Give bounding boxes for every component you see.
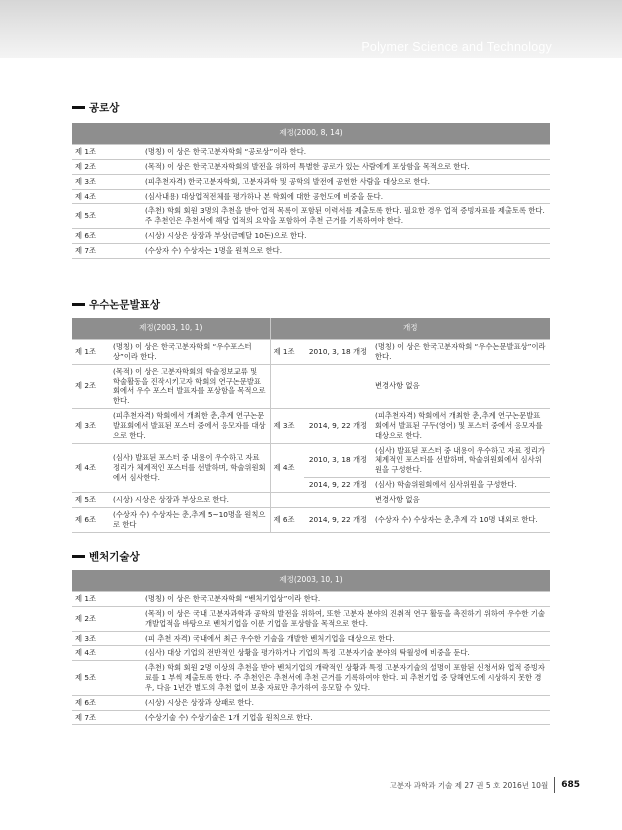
article-text: (목적) 이 상은 고분자학회의 학술정보교류 및 학술활동을 진작시키고자 학회의 연구논문발표회에서 우수 포스터 발표자를 포상함을 목적으로 한다. — [110, 364, 270, 408]
revision-date: 2014, 9, 22 개정 — [304, 478, 372, 493]
revised-text: (수상자 수) 수상자는 춘,추계 각 10명 내외로 한다. — [372, 507, 550, 532]
table-row — [72, 340, 550, 365]
table-award1 — [72, 123, 550, 259]
revised-text: (심사) 학술위원회에서 심사위원을 구성한다. — [372, 478, 550, 493]
revised-article-number: 제 6조 — [270, 507, 304, 532]
article-number: 제 2조 — [72, 159, 142, 174]
table-row — [72, 695, 550, 710]
revised-text: 변경사항 없음 — [372, 492, 550, 507]
table-row — [72, 646, 550, 661]
article-number: 제 6조 — [72, 507, 110, 532]
article-number: 제 5조 — [72, 492, 110, 507]
table-row — [72, 507, 550, 532]
table-row — [72, 443, 550, 478]
table-row — [72, 204, 550, 229]
article-number: 제 2조 — [72, 364, 110, 408]
article-number: 제 3조 — [72, 409, 110, 444]
page-number: 685 — [561, 780, 580, 790]
article-number: 제 5조 — [72, 661, 142, 696]
article-text: (시상) 시상은 상장과 부상으로 한다. — [110, 492, 270, 507]
article-text: (목적) 이 상은 국내 고분자과학과 공학의 발전을 위하여, 또한 고분자 분야의 진취적 연구 활동을 촉진하기 위하여 우수한 기술개발업적을 바탕으로 벤처기업을 이룬 기업을 포상함을 목적으로 한다. — [142, 606, 550, 631]
article-text: (추천) 학회 회원 2명 이상의 추천을 받아 벤처기업의 개략적인 상황과 특정 고분자기술의 설명이 포함된 신청서와 업적 증빙자료를 1 부씩 제출토록 한다. 주 추천인은 추천서에 추천 근거를 기록하여야 한다. 피 추천기업 중 당해연도에 시상하지 못한 경우, 다음 1년간 별도의 추천 없이 보충 자료만 추가하여 응모할 수 있다. — [142, 661, 550, 696]
table-row — [72, 189, 550, 204]
article-text: (명칭) 이 상은 한국고분자학회 “벤처기업상”이라 한다. — [142, 592, 550, 607]
article-number: 제 1조 — [72, 145, 142, 160]
article-text: (피추천자격) 한국고분자학회, 고분자과학 및 공학의 발전에 공헌한 사람을 대상으로 한다. — [142, 174, 550, 189]
article-text: (명칭) 이 상은 한국고분자학회 “공로상”이라 한다. — [142, 145, 550, 160]
table-row — [72, 710, 550, 725]
revised-article-number: 제 1조 — [270, 340, 304, 365]
revised-text: (피추천자격) 학회에서 개최한 춘,추계 연구논문발표회에서 발표된 구두(영어) 및 포스터 중에서 응모자를 대상으로 한다. — [372, 409, 550, 444]
article-number: 제 1조 — [72, 592, 142, 607]
revised-article-number: 제 4조 — [270, 443, 304, 492]
article-text: (명칭) 이 상은 한국고분자학회 “우수포스터상”이라 한다. — [110, 340, 270, 365]
header-banner — [0, 0, 622, 58]
revision-date: 2010, 3, 18 개정 — [304, 443, 372, 478]
article-text: (시상) 시상은 상장과 부상(금메달 10돈)으로 한다. — [142, 229, 550, 244]
article-number: 제 4조 — [72, 646, 142, 661]
table-row — [72, 631, 550, 646]
table-row — [72, 364, 550, 408]
table-award2 — [72, 318, 550, 533]
article-number: 제 3조 — [72, 174, 142, 189]
article-number: 제 6조 — [72, 229, 142, 244]
article-text: (수상자 수) 수상자는 1명을 원칙으로 한다. — [142, 243, 550, 258]
table-award3 — [72, 570, 550, 725]
revised-text: (명칭) 이 상은 한국고분자학회 “우수논문발표상”이라 한다. — [372, 340, 550, 365]
article-text: (심사) 대상 기업의 전반적인 상황을 평가하거나 기업의 특정 고분자기술 분야의 탁월성에 비중을 둔다. — [142, 646, 550, 661]
table-header-established: 제정(2003, 10, 1) — [72, 318, 270, 340]
table-header-revision: 개정 — [270, 318, 550, 340]
revised-article-number — [270, 364, 304, 408]
article-text: (시상) 시상은 상장과 상패로 한다. — [142, 695, 550, 710]
section-title-text: 공로상 — [89, 102, 120, 114]
article-number: 제 3조 — [72, 631, 142, 646]
revised-article-number — [270, 492, 304, 507]
article-text: (수상기술 수) 수상기술은 1개 기업을 원칙으로 한다. — [142, 710, 550, 725]
section-bullet — [72, 555, 85, 558]
revision-date — [304, 492, 372, 507]
article-number: 제 7조 — [72, 243, 142, 258]
section-title-text: 우수논문발표상 — [89, 299, 161, 311]
article-text: (심사내용) 대상업적전체를 평가하나 본 학회에 대한 공헌도에 비중을 둔다. — [142, 189, 550, 204]
table-header: 제정(2003, 10, 1) — [72, 570, 550, 592]
table-row — [72, 229, 550, 244]
section-title-award2 — [72, 297, 160, 312]
table-row — [72, 661, 550, 696]
article-text: (피 추천 자격) 국내에서 최근 우수한 기술을 개발한 벤처기업을 대상으로 한다. — [142, 631, 550, 646]
article-number: 제 5조 — [72, 204, 142, 229]
article-text: (수상자 수) 수상자는 춘,추계 5~10명을 원칙으로 한다 — [110, 507, 270, 532]
article-number: 제 6조 — [72, 695, 142, 710]
revision-date — [304, 364, 372, 408]
table-row — [72, 409, 550, 444]
revised-article-number: 제 3조 — [270, 409, 304, 444]
page-footer — [390, 777, 580, 793]
article-text: (추천) 학회 회원 3명의 추천을 받아 업적 목록이 포함된 이력서를 제출토록 한다. 필요한 경우 업적 증빙자료를 제출토록 한다. 주 추천인은 추천서에 해당 업적의 요약을 포함하여 추천 근거를 기록하여야 한다. — [142, 204, 550, 229]
article-number: 제 4조 — [72, 443, 110, 492]
section-title-award1 — [72, 100, 119, 115]
article-number: 제 7조 — [72, 710, 142, 725]
journal-title: Polymer Science and Technology — [361, 40, 552, 54]
table-row — [72, 159, 550, 174]
revised-text: (심사) 발표된 포스터 중 내용이 우수하고 자료 정리가 체계적인 포스터를 선발하며, 학술위원회에서 심사위원을 구성한다. — [372, 443, 550, 478]
table-row — [72, 145, 550, 160]
section-bullet — [72, 303, 85, 306]
table-row — [72, 174, 550, 189]
table-row — [72, 243, 550, 258]
revised-text: 변경사항 없음 — [372, 364, 550, 408]
article-number: 제 4조 — [72, 189, 142, 204]
article-text: (목적) 이 상은 한국고분자학회의 발전을 위하여 특별한 공로가 있는 사람에게 포상함을 목적으로 한다. — [142, 159, 550, 174]
revision-date: 2014, 9, 22 개정 — [304, 409, 372, 444]
table-row — [72, 492, 550, 507]
article-number: 제 2조 — [72, 606, 142, 631]
footer-journal-info: 고분자 과학과 기술 제 27 권 5 호 2016년 10월 — [389, 780, 549, 790]
article-text: (피추천자격) 학회에서 개최한 춘,추계 연구논문발표회에서 발표된 포스터 중에서 응모자를 대상으로 한다. — [110, 409, 270, 444]
table-row — [72, 606, 550, 631]
section-title-award3 — [72, 549, 140, 564]
footer-divider — [554, 777, 555, 793]
revision-date: 2014, 9, 22 개정 — [304, 507, 372, 532]
article-number: 제 1조 — [72, 340, 110, 365]
table-row — [72, 592, 550, 607]
revision-date: 2010, 3, 18 개정 — [304, 340, 372, 365]
section-bullet — [72, 106, 85, 109]
article-text: (심사) 발표된 포스터 중 내용이 우수하고 자료 정리가 체계적인 포스터를 선발하며, 학술위원회에서 심사한다. — [110, 443, 270, 492]
table-header: 제정(2000, 8, 14) — [72, 123, 550, 145]
section-title-text: 벤처기술상 — [89, 551, 140, 563]
